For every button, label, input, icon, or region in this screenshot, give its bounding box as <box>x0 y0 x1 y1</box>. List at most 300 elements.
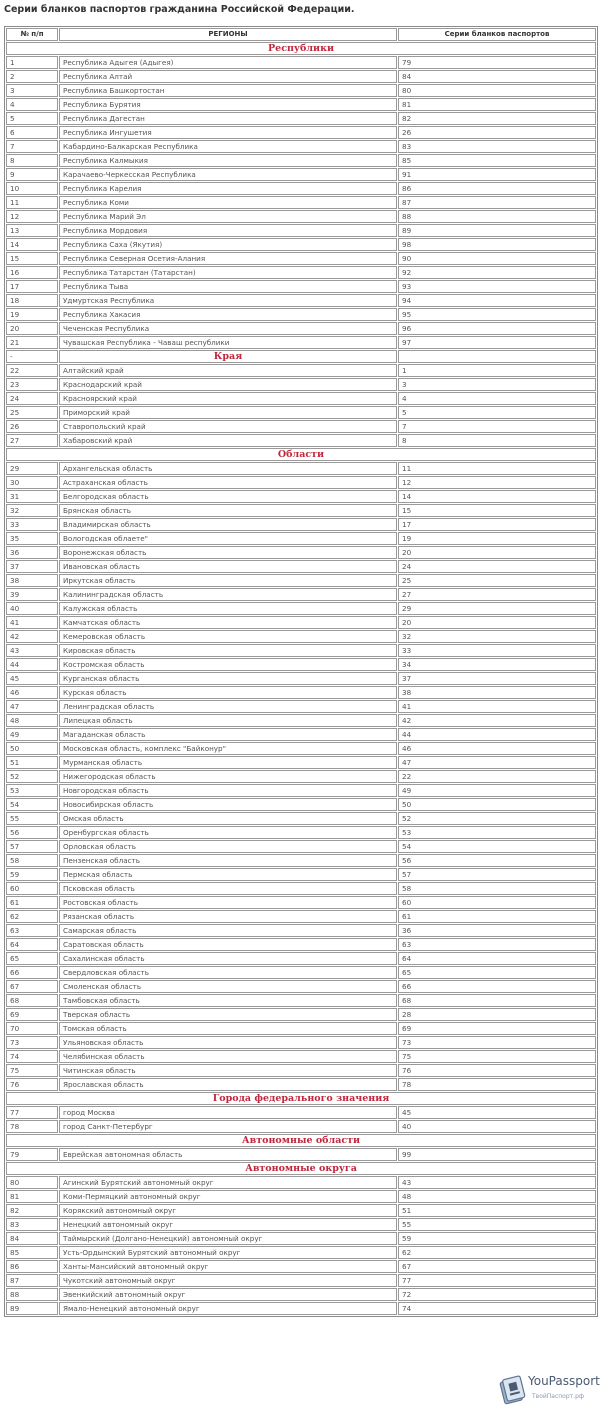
table-row <box>6 280 596 293</box>
section-row <box>6 448 596 461</box>
region-name: Ненецкий автономный округ <box>59 1218 397 1231</box>
passport-series: 90 <box>398 252 596 265</box>
row-number: 47 <box>6 700 58 713</box>
passport-series: 37 <box>398 672 596 685</box>
table-row <box>6 1050 596 1063</box>
passport-series: 19 <box>398 532 596 545</box>
region-name: Еврейская автономная область <box>59 1148 397 1161</box>
passport-series: 27 <box>398 588 596 601</box>
row-number: 74 <box>6 1050 58 1063</box>
row-number: 63 <box>6 924 58 937</box>
region-name: Калининградская область <box>59 588 397 601</box>
region-name: Приморский край <box>59 406 397 419</box>
section-title: Автономные округа <box>6 1162 596 1175</box>
passport-series: 11 <box>398 462 596 475</box>
passport-series: 75 <box>398 1050 596 1063</box>
region-name: Нижегородская область <box>59 770 397 783</box>
passport-series: 48 <box>398 1190 596 1203</box>
region-name: Костромская область <box>59 658 397 671</box>
passport-series: 46 <box>398 742 596 755</box>
table-row <box>6 560 596 573</box>
row-number: 80 <box>6 1176 58 1189</box>
region-name: Пермская область <box>59 868 397 881</box>
table-row <box>6 434 596 447</box>
region-name: Удмуртская Республика <box>59 294 397 307</box>
row-number: 83 <box>6 1218 58 1231</box>
row-number: 21 <box>6 336 58 349</box>
table-row <box>6 672 596 685</box>
row-number: 50 <box>6 742 58 755</box>
region-name: Республика Марий Эл <box>59 210 397 223</box>
table-row <box>6 1274 596 1287</box>
table-row <box>6 238 596 251</box>
row-number: 78 <box>6 1120 58 1133</box>
region-name: Смоленская область <box>59 980 397 993</box>
section-title: Республики <box>6 42 596 55</box>
table-row <box>6 210 596 223</box>
passport-series: 82 <box>398 112 596 125</box>
row-number: 37 <box>6 560 58 573</box>
region-name: Ростовская область <box>59 896 397 909</box>
table-row <box>6 518 596 531</box>
region-name: Ямало-Ненецкий автономный округ <box>59 1302 397 1315</box>
region-name: Тамбовская область <box>59 994 397 1007</box>
table-row <box>6 266 596 279</box>
passport-series: 94 <box>398 294 596 307</box>
row-number: 68 <box>6 994 58 1007</box>
region-name: Курская область <box>59 686 397 699</box>
passport-series: 41 <box>398 700 596 713</box>
region-name: Алтайский край <box>59 364 397 377</box>
row-number: 85 <box>6 1246 58 1259</box>
section-row <box>6 350 596 363</box>
row-number: 82 <box>6 1204 58 1217</box>
region-name: Республика Дагестан <box>59 112 397 125</box>
row-number: 5 <box>6 112 58 125</box>
passport-series: 60 <box>398 896 596 909</box>
region-name: Свердловская область <box>59 966 397 979</box>
table-row <box>6 1022 596 1035</box>
passport-series: 98 <box>398 238 596 251</box>
section-empty-cell <box>398 350 596 363</box>
region-name: Республика Бурятия <box>59 98 397 111</box>
passport-series: 89 <box>398 224 596 237</box>
row-number: 55 <box>6 812 58 825</box>
table-row <box>6 98 596 111</box>
passport-series: 69 <box>398 1022 596 1035</box>
passport-series: 93 <box>398 280 596 293</box>
region-name: Республика Адыгея (Адыгея) <box>59 56 397 69</box>
passport-series: 52 <box>398 812 596 825</box>
table-header-row <box>6 28 596 41</box>
passport-series: 53 <box>398 826 596 839</box>
table-row <box>6 868 596 881</box>
row-number: 6 <box>6 126 58 139</box>
passport-series: 44 <box>398 728 596 741</box>
row-number: 43 <box>6 644 58 657</box>
table-row <box>6 826 596 839</box>
region-name: Ульяновская область <box>59 1036 397 1049</box>
row-number: 20 <box>6 322 58 335</box>
passport-series: 83 <box>398 140 596 153</box>
row-number: 36 <box>6 546 58 559</box>
region-name: Агинский Бурятский автономный округ <box>59 1176 397 1189</box>
table-row <box>6 980 596 993</box>
table-row <box>6 112 596 125</box>
region-name: Воронежская область <box>59 546 397 559</box>
row-number: 41 <box>6 616 58 629</box>
table-row <box>6 1302 596 1315</box>
passport-series-table <box>4 26 598 1317</box>
row-number: 8 <box>6 154 58 167</box>
row-number: 31 <box>6 490 58 503</box>
section-title: Края <box>59 350 397 363</box>
passport-series: 12 <box>398 476 596 489</box>
row-number: 33 <box>6 518 58 531</box>
passport-series: 49 <box>398 784 596 797</box>
passport-series: 29 <box>398 602 596 615</box>
region-name: Республика Коми <box>59 196 397 209</box>
table-row <box>6 938 596 951</box>
region-name: Магаданская область <box>59 728 397 741</box>
region-name: Новосибирская область <box>59 798 397 811</box>
region-name: Краснодарский край <box>59 378 397 391</box>
table-row <box>6 574 596 587</box>
section-row <box>6 1162 596 1175</box>
table-row <box>6 168 596 181</box>
section-lead: - <box>6 350 58 363</box>
row-number: 81 <box>6 1190 58 1203</box>
section-row <box>6 42 596 55</box>
region-name: Республика Хакасия <box>59 308 397 321</box>
row-number: 65 <box>6 952 58 965</box>
row-number: 25 <box>6 406 58 419</box>
row-number: 38 <box>6 574 58 587</box>
table-row <box>6 1232 596 1245</box>
table-row <box>6 700 596 713</box>
row-number: 67 <box>6 980 58 993</box>
table-row <box>6 798 596 811</box>
region-name: Корякский автономный округ <box>59 1204 397 1217</box>
row-number: 12 <box>6 210 58 223</box>
row-number: 64 <box>6 938 58 951</box>
row-number: 42 <box>6 630 58 643</box>
passport-series: 88 <box>398 210 596 223</box>
table-row <box>6 392 596 405</box>
passport-series: 36 <box>398 924 596 937</box>
region-name: Чеченская Республика <box>59 322 397 335</box>
region-name: Вологодская облаете" <box>59 532 397 545</box>
passport-series: 91 <box>398 168 596 181</box>
row-number: 56 <box>6 826 58 839</box>
table-row <box>6 686 596 699</box>
region-name: Таймырский (Долгано-Ненецкий) автономный округ <box>59 1232 397 1245</box>
region-name: Липецкая область <box>59 714 397 727</box>
passport-series: 20 <box>398 546 596 559</box>
row-number: 54 <box>6 798 58 811</box>
region-name: Республика Башкортостан <box>59 84 397 97</box>
table-row <box>6 1246 596 1259</box>
row-number: 73 <box>6 1036 58 1049</box>
passport-series: 87 <box>398 196 596 209</box>
passport-series: 85 <box>398 154 596 167</box>
region-name: Иркутская область <box>59 574 397 587</box>
passport-series: 26 <box>398 126 596 139</box>
region-name: Республика Карелия <box>59 182 397 195</box>
table-row <box>6 336 596 349</box>
passport-series: 40 <box>398 1120 596 1133</box>
table-row <box>6 154 596 167</box>
passport-series: 99 <box>398 1148 596 1161</box>
table-row <box>6 910 596 923</box>
table-row <box>6 812 596 825</box>
row-number: 18 <box>6 294 58 307</box>
passport-series: 5 <box>398 406 596 419</box>
row-number: 23 <box>6 378 58 391</box>
region-name: Брянская область <box>59 504 397 517</box>
table-row <box>6 882 596 895</box>
table-row <box>6 504 596 517</box>
table-row <box>6 714 596 727</box>
passport-series: 95 <box>398 308 596 321</box>
passport-series: 3 <box>398 378 596 391</box>
passport-series: 17 <box>398 518 596 531</box>
region-name: Республика Ингушетия <box>59 126 397 139</box>
passport-series: 25 <box>398 574 596 587</box>
row-number: 14 <box>6 238 58 251</box>
table-row <box>6 490 596 503</box>
row-number: 27 <box>6 434 58 447</box>
row-number: 13 <box>6 224 58 237</box>
row-number: 57 <box>6 840 58 853</box>
passport-series: 96 <box>398 322 596 335</box>
region-name: Белгородская область <box>59 490 397 503</box>
passport-series: 47 <box>398 756 596 769</box>
passport-series: 45 <box>398 1106 596 1119</box>
table-row <box>6 1288 596 1301</box>
row-number: 86 <box>6 1260 58 1273</box>
table-row <box>6 1064 596 1077</box>
row-number: 89 <box>6 1302 58 1315</box>
row-number: 35 <box>6 532 58 545</box>
table-row <box>6 56 596 69</box>
table-row <box>6 84 596 97</box>
table-row <box>6 1204 596 1217</box>
row-number: 3 <box>6 84 58 97</box>
region-name: Карачаево-Черкесская Республика <box>59 168 397 181</box>
row-number: 52 <box>6 770 58 783</box>
region-name: Калужская область <box>59 602 397 615</box>
region-name: Владимирская область <box>59 518 397 531</box>
passport-series: 68 <box>398 994 596 1007</box>
row-number: 22 <box>6 364 58 377</box>
table-row <box>6 252 596 265</box>
passport-series: 33 <box>398 644 596 657</box>
table-row <box>6 196 596 209</box>
row-number: 66 <box>6 966 58 979</box>
region-name: Псковская область <box>59 882 397 895</box>
region-name: Коми-Пермяцкий автономный округ <box>59 1190 397 1203</box>
table-row <box>6 644 596 657</box>
passport-series: 78 <box>398 1078 596 1091</box>
row-number: 17 <box>6 280 58 293</box>
table-row <box>6 224 596 237</box>
table-row <box>6 1190 596 1203</box>
passport-series: 63 <box>398 938 596 951</box>
region-name: Орловская область <box>59 840 397 853</box>
table-row <box>6 308 596 321</box>
region-name: Пензенская область <box>59 854 397 867</box>
row-number: 76 <box>6 1078 58 1091</box>
passport-series: 28 <box>398 1008 596 1021</box>
passport-series: 80 <box>398 84 596 97</box>
table-row <box>6 966 596 979</box>
row-number: 30 <box>6 476 58 489</box>
section-title: Автономные области <box>6 1134 596 1147</box>
table-row <box>6 420 596 433</box>
row-number: 61 <box>6 896 58 909</box>
region-name: Ярославская область <box>59 1078 397 1091</box>
row-number: 49 <box>6 728 58 741</box>
row-number: 11 <box>6 196 58 209</box>
row-number: 75 <box>6 1064 58 1077</box>
table-row <box>6 994 596 1007</box>
row-number: 77 <box>6 1106 58 1119</box>
table-row <box>6 532 596 545</box>
row-number: 70 <box>6 1022 58 1035</box>
region-name: Республика Алтай <box>59 70 397 83</box>
passport-series: 61 <box>398 910 596 923</box>
region-name: Самарская область <box>59 924 397 937</box>
region-name: Сахалинская область <box>59 952 397 965</box>
table-row <box>6 70 596 83</box>
row-number: 62 <box>6 910 58 923</box>
section-row <box>6 1134 596 1147</box>
section-title: Области <box>6 448 596 461</box>
row-number: 2 <box>6 70 58 83</box>
passport-series: 24 <box>398 560 596 573</box>
watermark-sub: ТвойПаспорт.рф <box>532 1393 585 1400</box>
table-row <box>6 756 596 769</box>
passport-series: 14 <box>398 490 596 503</box>
region-name: город Москва <box>59 1106 397 1119</box>
table-row <box>6 182 596 195</box>
region-name: Саратовская область <box>59 938 397 951</box>
row-number: 9 <box>6 168 58 181</box>
row-number: 58 <box>6 854 58 867</box>
region-name: Московская область, комплекс "Байконур" <box>59 742 397 755</box>
passport-series: 67 <box>398 1260 596 1273</box>
row-number: 60 <box>6 882 58 895</box>
passport-series: 22 <box>398 770 596 783</box>
table-row <box>6 1260 596 1273</box>
passport-series: 64 <box>398 952 596 965</box>
region-name: Кировская область <box>59 644 397 657</box>
passport-series: 57 <box>398 868 596 881</box>
passport-series: 97 <box>398 336 596 349</box>
region-name: Астраханская область <box>59 476 397 489</box>
table-row <box>6 1036 596 1049</box>
table-row <box>6 840 596 853</box>
passport-series: 86 <box>398 182 596 195</box>
section-row <box>6 1092 596 1105</box>
passport-series: 62 <box>398 1246 596 1259</box>
table-row <box>6 784 596 797</box>
header-regions: РЕГИОНЫ <box>59 28 397 41</box>
row-number: 79 <box>6 1148 58 1161</box>
passport-series: 43 <box>398 1176 596 1189</box>
passport-series: 79 <box>398 56 596 69</box>
region-name: Архангельская область <box>59 462 397 475</box>
row-number: 39 <box>6 588 58 601</box>
passport-series: 42 <box>398 714 596 727</box>
table-row <box>6 588 596 601</box>
passport-series: 51 <box>398 1204 596 1217</box>
region-name: Усть-Ордынский Бурятский автономный округ <box>59 1246 397 1259</box>
row-number: 32 <box>6 504 58 517</box>
page-title: Серии бланков паспортов гражданина Российской Федерации. <box>4 4 355 15</box>
region-name: Новгородская область <box>59 784 397 797</box>
region-name: Ставропольский край <box>59 420 397 433</box>
passport-series: 38 <box>398 686 596 699</box>
table-row <box>6 1218 596 1231</box>
passport-series: 92 <box>398 266 596 279</box>
passport-series: 74 <box>398 1302 596 1315</box>
row-number: 48 <box>6 714 58 727</box>
table-row <box>6 854 596 867</box>
passport-series: 55 <box>398 1218 596 1231</box>
passport-series: 50 <box>398 798 596 811</box>
table-row <box>6 630 596 643</box>
region-name: Челябинская область <box>59 1050 397 1063</box>
table-row <box>6 364 596 377</box>
table-row <box>6 1120 596 1133</box>
passport-series: 20 <box>398 616 596 629</box>
row-number: 26 <box>6 420 58 433</box>
table-row <box>6 896 596 909</box>
table-row <box>6 1176 596 1189</box>
passport-series: 54 <box>398 840 596 853</box>
row-number: 46 <box>6 686 58 699</box>
row-number: 88 <box>6 1288 58 1301</box>
table-row <box>6 952 596 965</box>
table-row <box>6 546 596 559</box>
region-name: Ленинградская область <box>59 700 397 713</box>
row-number: 1 <box>6 56 58 69</box>
passport-series: 56 <box>398 854 596 867</box>
region-name: Кемеровская область <box>59 630 397 643</box>
row-number: 4 <box>6 98 58 111</box>
passport-series: 4 <box>398 392 596 405</box>
table-row <box>6 728 596 741</box>
row-number: 24 <box>6 392 58 405</box>
passport-series: 15 <box>398 504 596 517</box>
table-row <box>6 1148 596 1161</box>
region-name: Эвенкийский автономный округ <box>59 1288 397 1301</box>
row-number: 40 <box>6 602 58 615</box>
row-number: 45 <box>6 672 58 685</box>
row-number: 69 <box>6 1008 58 1021</box>
watermark-name: YouPassport <box>528 1374 600 1388</box>
region-name: Читинская область <box>59 1064 397 1077</box>
table-row <box>6 126 596 139</box>
region-name: Республика Тыва <box>59 280 397 293</box>
region-name: Республика Мордовия <box>59 224 397 237</box>
row-number: 53 <box>6 784 58 797</box>
row-number: 15 <box>6 252 58 265</box>
region-name: Камчатская область <box>59 616 397 629</box>
table-row <box>6 378 596 391</box>
